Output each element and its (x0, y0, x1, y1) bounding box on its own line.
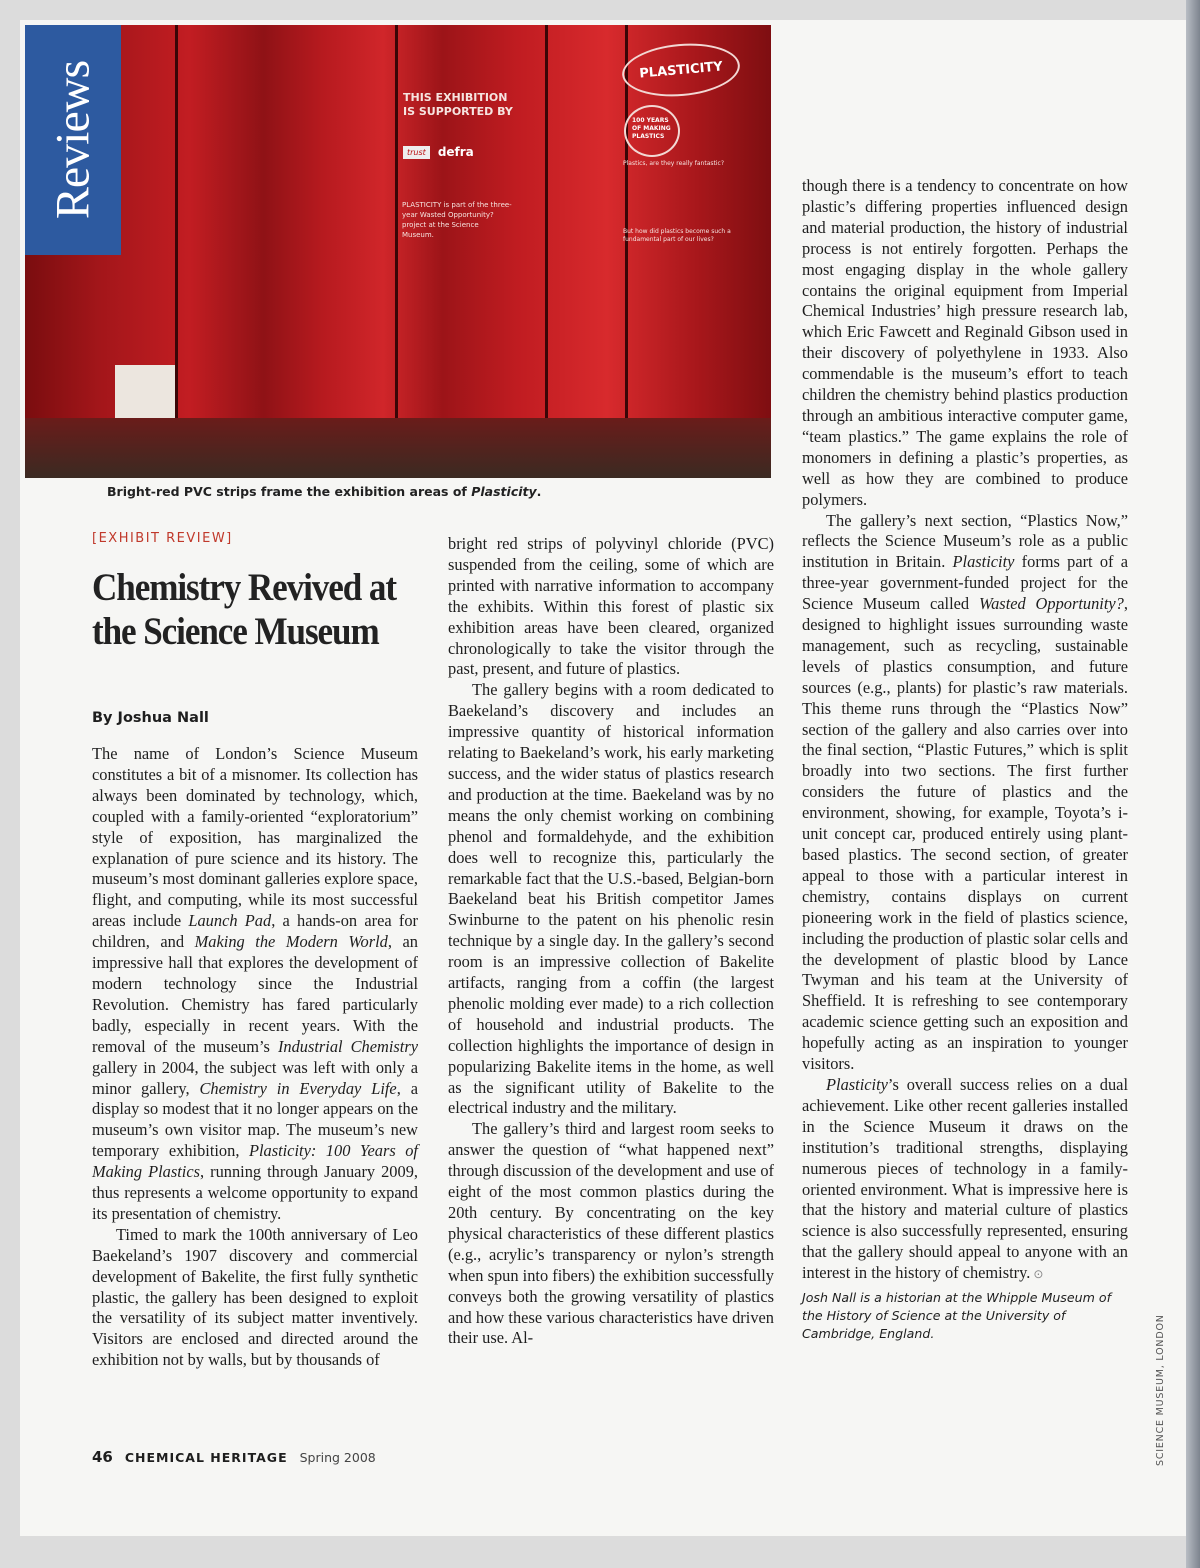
article-column-3 (802, 176, 1128, 1343)
sign-question-1: Plastics, are they really fantastic? (623, 160, 725, 167)
author-bio: Josh Nall is a historian at the Whipple Museum of the History of Science at the University of Cambridge, England. (802, 1290, 1112, 1342)
plasticity-sign-title: PLASTICITY (620, 39, 742, 101)
article-paragraph: though there is a tendency to concentrate on how plastic’s differing properties influenced design and material production, the history of industrial process is not entirely forgotten. Perhaps the most engaging display in the whole gallery contains the original equipment from Imperial Chemical Industries’ high pressure research lab, which Eric Fawcett and Reginald Gibson used in their discovery of polyethylene in 1933. Also commendable is the museum’s effort to teach children the chemistry behind plastics production through an ambitious interactive computer game, “team plastics.” The game explains the role of monomers in defining a plastic’s properties, as well as how they are combined to produce polymers. (802, 176, 1128, 509)
magazine-name: CHEMICAL HERITAGE (124, 1450, 288, 1465)
plasticity-sign-subtitle: 100 YEARS OF MAKING PLASTICS (624, 105, 680, 157)
trust-logo: trust (403, 146, 430, 159)
section-tab (25, 25, 121, 255)
sign-part-of: PLASTICITY is part of the three-year Wasted Opportunity? project at the Science Museum. (402, 201, 512, 239)
article-paragraph: bright red strips of polyvinyl chloride (PVC) suspended from the ceiling, some of which are printed with narrative information to accompany the exhibits. Within this forest of plastic six exhibition areas have been cleared, organized chronologically to take the visitor through the past, present, and future of plastics. (448, 534, 774, 679)
end-mark-icon: ⊙ (1030, 1267, 1044, 1282)
sponsor-logos (403, 145, 474, 159)
page-number: 46 (92, 1448, 113, 1466)
page-footer (92, 1448, 376, 1466)
article-column-2 (448, 534, 774, 1349)
photo-caption: Bright-red PVC strips frame the exhibition areas of Plasticity. (107, 484, 542, 499)
defra-logo: defra (437, 145, 474, 159)
photo-credit: SCIENCE MUSEUM, LONDON (1155, 1314, 1166, 1466)
issue-date: Spring 2008 (299, 1450, 376, 1465)
page-edge (1186, 0, 1200, 1568)
sign-supported: THIS EXHIBITION IS SUPPORTED BY (403, 91, 513, 118)
sign-panel-text (623, 160, 743, 244)
byline: By Joshua Nall (92, 710, 209, 726)
article-paragraph: The name of London’s Science Museum constitutes a bit of a misnomer. Its collection has always been dominated by technology, which, coupled with a family-oriented “exploratorium” style of exposition, has marginalized the explanation of pure science and its history. The museum’s most dominant galleries explore space, flight, and computing, while its most successful areas include Launch Pad, a hands-on area for children, and Making the Modern World, an impressive hall that explores the development of modern technology since the Industrial Revolution. Chemistry has fared particularly badly, especially in recent years. With the removal of the museum’s Industrial Chemistry gallery in 2004, the subject was left with only a minor gallery, Chemistry in Everyday Life, a display so modest that it no longer appears on the museum’s own visitor map. The museum’s new temporary exhibition, Plasticity: 100 Years of Making Plastics, running through January 2009, thus represents a welcome opportunity to expand its presentation of chemistry. (92, 744, 418, 1223)
article-paragraph: The gallery’s third and largest room seeks to answer the question of “what happened next” through discussion of the development and use of eight of the most common plastics during the 20th century. By concentrating on the key physical characteristics of these different plastics (e.g., acrylic’s transparency or nylon’s strength when spun into fibers) the exhibition successfully conveys both the growing versatility of plastics and how these various characteristics have driven their use. Al- (448, 1119, 774, 1348)
article-column-1 (92, 744, 418, 1371)
article-paragraph: Plasticity’s overall success relies on a dual achievement. Like other recent galleries installed in the Science Museum it draws on the institution’s traditional strengths, displaying numerous pieces of technology in a family-oriented environment. What is impressive here is that the history and material culture of plastics science is also successfully represented, ensuring that the gallery should appeal to anyone with an interest in the history of chemistry. ⊙ (802, 1074, 1128, 1283)
article-kicker: [EXHIBIT REVIEW] (92, 531, 233, 546)
article-title: Chemistry Revived at the Science Museum (92, 566, 396, 653)
article-paragraph: The gallery begins with a room dedicated to Baekeland’s discovery and includes an impressive quantity of historical information relating to Baekeland’s work, his early marketing success, and the wider status of plastics research and production at the time. Baekeland was by no means the only chemist working on combining phenol and formaldehyde, and the exhibition does well to recognize this, particularly the remarkable fact that the U.S.-based, Belgian-born Baekeland beat his British competitor James Swinburne to the patent on his phenolic resin technique by a single day. In the gallery’s second room is an impressive collection of Bakelite artifacts, ranging from a coffin (the largest phenolic molding ever made) to a rich collection of household and industrial products. The collection highlights the importance of design in popularizing Bakelite items in the home, as well as the significant utility of Bakelite to the electrical industry and the military. (448, 680, 774, 1118)
section-tab-label: Reviews (46, 60, 100, 220)
article-paragraph: Timed to mark the 100th anniversary of Leo Baekeland’s 1907 discovery and commercial development of Bakelite, the first fully synthetic plastic, the gallery has been designed to exploit the versatility of its subject matter inventively. Visitors are enclosed and directed around the exhibition not by walls, but by thousands of (92, 1224, 418, 1370)
article-paragraph: The gallery’s next section, “Plastics Now,” reflects the Science Museum’s role as a public institution in Britain. Plasticity forms part of a three-year government-funded project for the Science Museum called Wasted Opportunity?, designed to highlight issues surrounding waste management, such as recycling, sustainable levels of plastics consumption, and future sources (e.g., plants) for plastic’s raw materials. This theme runs through the “Plastics Now” section of the gallery and also carries over into the final section, “Plastic Futures,” which is split broadly into two sections. The first further considers the future of plastics and the environment, showing, for example, Toyota’s i-unit concept car, produced entirely using plant-based plastics. The second section, of greater appeal to those with a particular interest in chemistry, contains displays on current pioneering work in the field of plastics science, including the production of plastic solar cells and the development of plastic blood by Lance Twyman and his team at the University of Sheffield. It is refreshing to see contemporary academic science getting such an exposition and hopefully acting as an inspiration to younger visitors. (802, 510, 1128, 1074)
sign-question-2: But how did plastics become such a fundamental part of our lives? (623, 228, 731, 243)
